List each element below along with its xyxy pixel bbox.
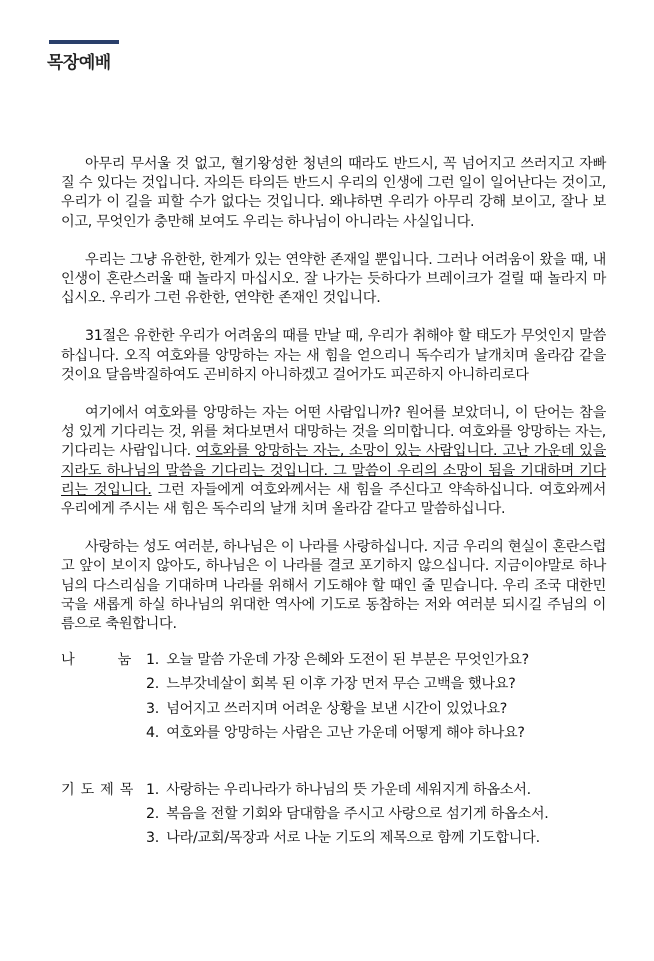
item-number: 4. [146,724,159,741]
page-title: 목장예배 [47,53,111,73]
prayer-items [146,781,606,849]
item-text: 넘어지고 쓰러지며 어려운 상황을 보낸 시간이 있었나요? [166,700,508,717]
paragraph-3: 31절은 유한한 우리가 어려움의 때를 만날 때, 우리가 취해야 할 태도가 무엇인지 말씀하십니다. 오직 여호와를 앙망하는 자는 새 힘을 얻으리니 독수리가 날개치며 올라감 같을 것이요 달음박질하여도 곤비하지 아니하겠고 걸어가도 피곤하지 아니하리로다 [61,328,606,383]
item-number: 2. [146,806,159,823]
list-item [146,675,606,694]
prayer-section [61,781,606,849]
paragraph-4-underlined: 여호와를 앙망하는 자는, 소망이 있는 사람입니다. 고난 가운데 있을지라도 하나님의 말씀을 기다리는 것입니다. 그 말씀이 우리의 소망이 됨을 기대하며 기다리는 것입니다. [61,443,606,498]
prayer-label [61,781,139,800]
paragraph-4-outro: 그런 자들에게 여호와께서는 새 힘을 주신다고 약속하십니다. 여호와께서 우리에게 주시는 새 힘은 독수리의 날개 치며 올라감 같다고 말씀하십니다. [61,481,606,518]
prayer-label-char: 목 [119,782,133,799]
header-accent-bar [49,40,119,44]
sharing-label [61,651,139,670]
paragraph-4-intro: 여기에서 여호와를 앙망하는 자는 어떤 사람입니까? 원어를 보았더니, 이 단어는 참을성 있게 기다리는 것, 위를 쳐다보면서 대망하는 것을 의미합니다. 여호와를 앙망하는 자는, 기다리는 사람입니다. [61,405,606,460]
item-text: 복음을 전할 기회와 담대함을 주시고 사랑으로 섬기게 하옵소서. [166,806,549,823]
list-item [146,829,606,848]
item-number: 2. [146,676,159,693]
list-item [146,700,606,719]
paragraph-5: 사랑하는 성도 여러분, 하나님은 이 나라를 사랑하십니다. 지금 우리의 현실이 혼란스럽고 앞이 보이지 않아도, 하나님은 이 나라를 결코 포기하지 않으십니다. 지금이야말로 하나님의 다스리심을 기대하며 나라를 위해서 기도해야 할 때인 줄 믿습니다. 우리 조국 대한민국을 새롭게 하실 하나님의 위대한 역사에 기도로 동참하는 저와 여러분 되시길 주님의 이름으로 축원합니다. [61,539,606,633]
item-number: 1. [146,782,159,799]
paragraph-2: 우리는 그냥 유한한, 한계가 있는 연약한 존재일 뿐입니다. 그러나 어려움이 왔을 때, 내 인생이 혼란스러울 때 놀라지 마십시오. 잘 나가는 듯하다가 브레이크가 걸릴 때 놀라지 마십시오. 우리가 그런 유한한, 연약한 존재인 것입니다. [61,251,606,307]
sharing-questions [146,651,606,743]
item-text: 나라/교회/목장과 서로 나눈 기도의 제목으로 함께 기도합니다. [166,830,540,847]
paragraph-4 [61,404,606,519]
item-text: 사랑하는 우리나라가 하나님의 뜻 가운데 세워지게 하옵소서. [166,782,531,799]
prayer-label-char: 도 [80,782,94,799]
sharing-label-char: 눔 [117,652,131,669]
list-item [146,781,606,800]
list-item [146,805,606,824]
item-text: 여호와를 앙망하는 사람은 고난 가운데 어떻게 해야 하나요? [166,724,525,741]
item-number: 3. [146,700,159,717]
paragraph-1: 아무리 무서울 것 없고, 혈기왕성한 청년의 때라도 반드시, 꼭 넘어지고 쓰러지고 자빠질 수 있다는 것입니다. 자의든 타의든 반드시 우리의 인생에 그런 일이 일어난다는 것이고, 우리가 이 길을 피할 수가 없다는 것입니다. 왜냐하면 우리가 아무리 강해 보이고, 잘나 보이고, 무엇인가 충만해 보여도 우리는 하나님이 아니라는 사실입니다. [61,156,606,230]
item-number: 1. [146,652,159,669]
sharing-section [61,651,606,743]
sharing-label-char: 나 [61,652,75,669]
prayer-label-char: 기 [61,782,75,799]
list-item [146,724,606,743]
item-number: 3. [146,830,159,847]
item-text: 오늘 말씀 가운데 가장 은혜와 도전이 된 부분은 무엇인가요? [166,652,529,669]
sermon-body [61,155,606,868]
list-item [146,651,606,670]
prayer-label-char: 제 [100,782,114,799]
item-text: 느부갓네살이 회복 된 이후 가장 먼저 무슨 고백을 했나요? [166,676,516,693]
